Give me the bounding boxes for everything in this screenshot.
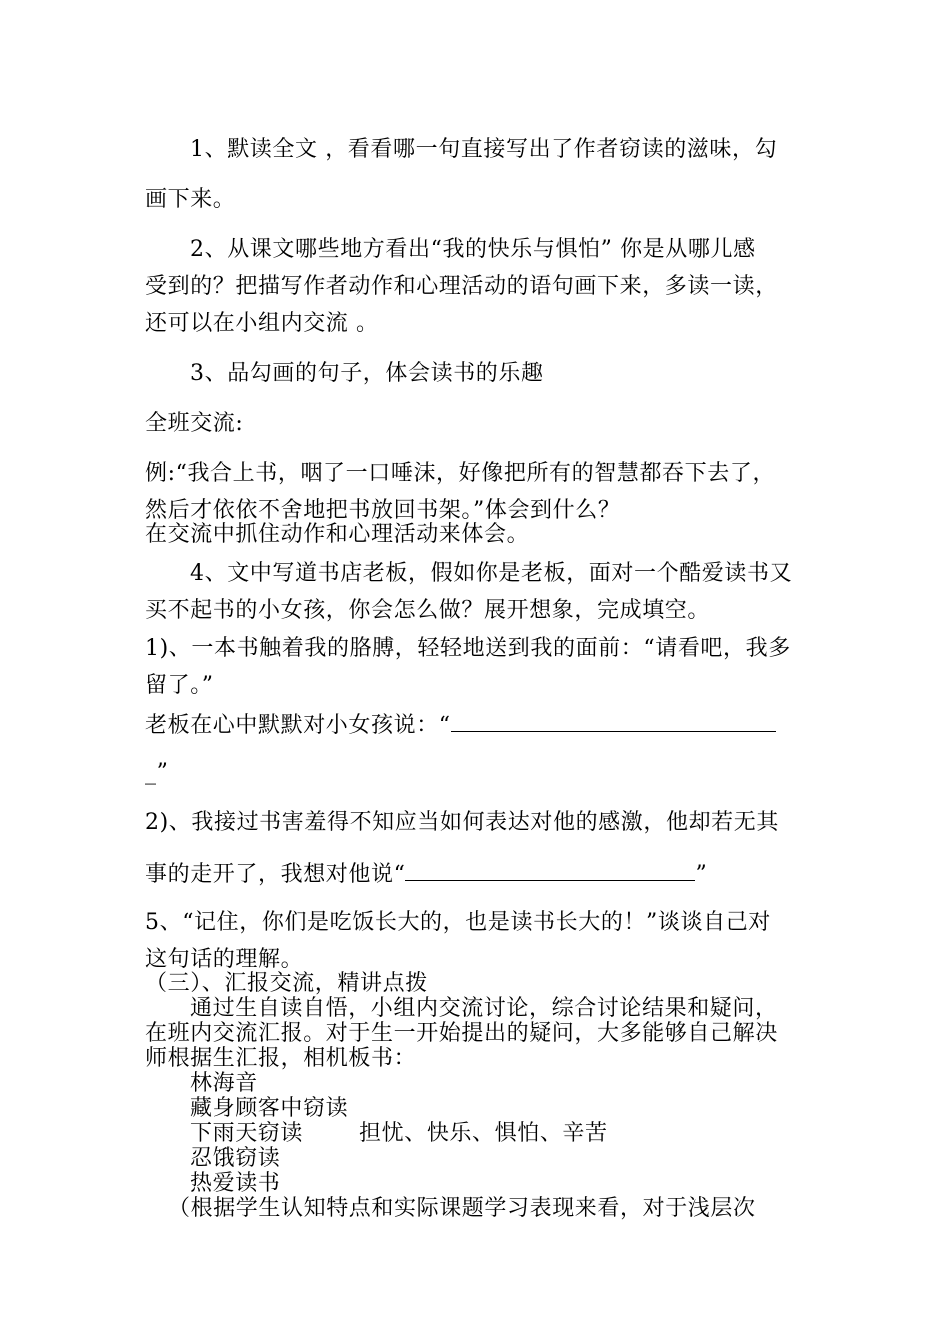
example-line-2: 然后才依依不舍地把书放回书架。”体会到什么？ [145,498,621,523]
example-line-3: 在交流中抓住动作和心理活动来体会。 [145,522,530,547]
fill1-line-2: 留了。” [145,673,214,698]
fill1-answer-blank[interactable] [451,711,776,732]
section3-p2-line-1: （根据学生认知特点和实际课题学习表现来看，对于浅层次 [168,1196,756,1221]
q2-line-1: 2、从课文哪些地方看出“我的快乐与惧怕” 你是从哪儿感 [190,237,756,262]
q1-line-1: 1、默读全文 ，看看哪一句直接写出了作者窃读的滋味，勾 [190,137,778,162]
section3-p1-line-3: 师根据生汇报，相机板书： [145,1046,417,1071]
fill1-line-1: 1)、一本书触着我的胳膊，轻轻地送到我的面前：“请看吧，我多 [145,636,791,661]
fill2-line-1: 2)、我接过书害羞得不知应当如何表达对他的感激，他却若无其 [145,810,779,835]
fill2-answer-blank[interactable] [405,860,695,881]
board-item-3: 忍饿窃读 [190,1146,281,1171]
section3-p1-line-1: 通过生自读自悟，小组内交流讨论，综合讨论结果和疑问， [190,996,778,1021]
section3-p1-line-2: 在班内交流汇报。对于生一开始提出的疑问，大多能够自己解决 [145,1021,778,1046]
fill1-prompt: 老板在心中默默对小女孩说：“ [145,713,451,738]
board-item-2: 下雨天窃读 [190,1121,304,1146]
fill1-line-4: _” [145,760,169,785]
class-exchange-label: 全班交流: [145,411,244,436]
board-item-4: 热爱读书 [190,1171,281,1196]
q4-line-1: 4、文中写道书店老板，假如你是老板，面对一个酷爱读书又 [190,561,793,586]
q5-line-1: 5、“记住，你们是吃饭长大的，也是读书长大的！”谈谈自己对 [145,910,771,935]
board-title: 林海音 [190,1071,258,1096]
q2-line-3: 还可以在小组内交流 。 [145,311,379,336]
board-item-1: 藏身顾客中窃读 [190,1096,349,1121]
q5-line-2: 这句话的理解。 [145,947,304,972]
q3-line-1: 3、品勾画的句子，体会读书的乐趣 [190,361,544,386]
example-line-1: 例:“我合上书，咽了一口唾沫，好像把所有的智慧都吞下去了， [145,461,776,486]
q2-line-2: 受到的？把描写作者动作和心理活动的语句画下来，多读一读， [145,274,778,299]
board-feelings: 担忧、快乐、惧怕、辛苦 [359,1121,608,1146]
fill1-line-3 [145,711,810,739]
fill2-closing-quote: ” [695,862,708,887]
fill2-line-2 [145,860,810,888]
q4-line-2: 买不起书的小女孩，你会怎么做？展开想象，完成填空。 [145,598,711,623]
q1-line-2: 画下来。 [145,187,236,212]
board-item-2-row [190,1121,810,1147]
section3-heading: （三）、汇报交流，精讲点拨 [145,971,428,996]
fill2-prompt: 事的走开了，我想对他说“ [145,862,406,887]
